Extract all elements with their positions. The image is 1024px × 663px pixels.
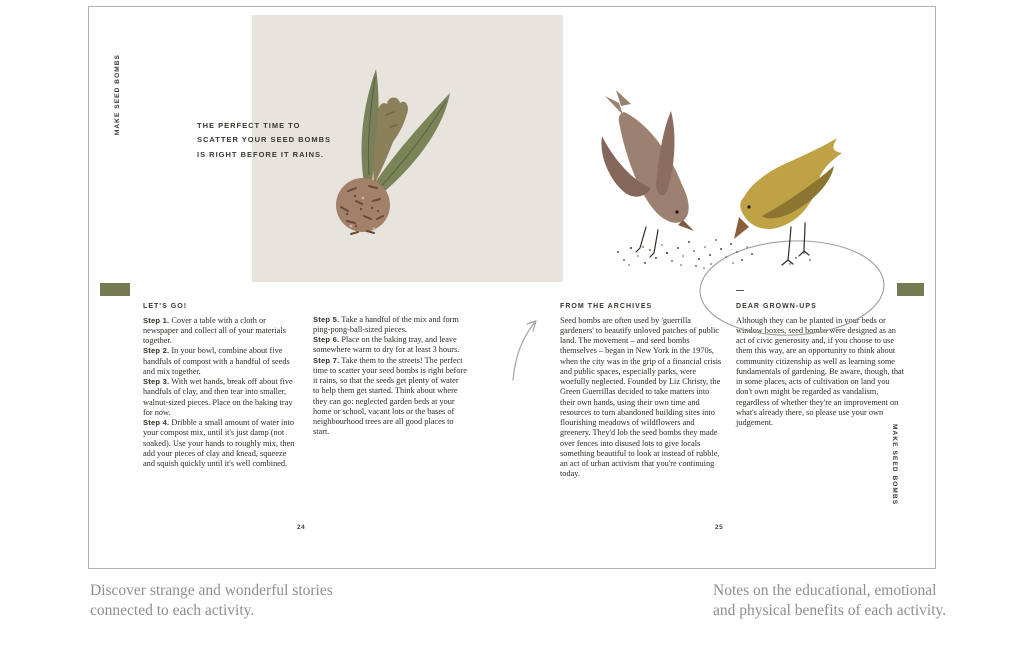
caption-right-line: Notes on the educational, emotional (713, 582, 937, 599)
grown-ups-column (736, 287, 906, 428)
step-label: Step 6. (313, 335, 340, 344)
pull-quote (197, 119, 357, 162)
step-label: Step 7. (313, 355, 340, 365)
lets-go-heading: LET'S GO! (143, 303, 188, 310)
step-item (313, 315, 467, 336)
archives-body: Seed bombs are often used by 'guerrilla gardeners' to beautify unloved patches of public land. The movement – and seed bombs themselves – began in New York in the 1970s, when the city was in the grip of a financial crisis and public spaces, especially parks, were woefully neglected. Founded by Liz Christy, the Green Guerrillas decided to take matters into their own hands, using their own time and resources to turn abandoned building sites into flourishing meadows of wildflowers and greenery. They'd lob the seed bombs they made over fences into disused lots to give locals something beautiful to look at instead of rubble, an act of urban activism that you're continuing today. (560, 315, 722, 479)
page-number-left: 24 (297, 524, 306, 531)
archives-heading: FROM THE ARCHIVES (560, 303, 653, 310)
step-text: Take them to the streets! The perfect time to scatter your seed bombs is right before it rains, so that the seeds get plenty of water to help them get started. Think about where they can go: neglected garden beds at your home or school, vacant lots or the bases of neighbourhood trees are all good places to start. (313, 355, 467, 437)
step-item (143, 346, 297, 377)
caption-left (90, 581, 370, 621)
quote-line: THE PERFECT TIME TO (197, 121, 301, 130)
step-text: In your bowl, combine about five handfuls of compost with a handful of seeds and mix together. (143, 346, 290, 376)
caption-left-line: Discover strange and wonderful stories (90, 582, 333, 599)
quote-line: SCATTER YOUR SEED BOMBS (197, 135, 331, 145)
step-text: Dribble a small amount of water into your compost mix, until it's just damp (not soaked). Use your hands to roughly mix, then add your pieces of clay and knead, squeeze and squish quickly until it's well combined. (143, 418, 295, 468)
step-label: Step 2. (143, 346, 170, 356)
accent-swatch-left (100, 283, 130, 296)
steps-column-2 (313, 315, 467, 438)
caption-right-line: and physical benefits of each activity. (713, 602, 947, 619)
step-label: Step 5. (313, 314, 340, 324)
lets-go-column (143, 303, 297, 469)
page-number-right: 25 (715, 524, 724, 531)
step-text: With wet hands, break off about five handfuls of clay, and then tear into smaller, walnut-sized pieces. Place on the baking tray for now. (143, 377, 293, 417)
step-label: Step 1. (143, 315, 170, 325)
section-dash: — (736, 286, 744, 295)
archives-column (560, 303, 722, 480)
seed-bomb-ball (336, 178, 390, 234)
grown-ups-heading: DEAR GROWN-UPS (736, 303, 817, 310)
step-item (143, 418, 297, 469)
caption-left-line: connected to each activity. (90, 602, 255, 619)
grown-ups-body: Although they can be planted in your beds or window boxes, seed bombs were designed as an act of civic generosity and, if you choose to use them this way, are an opportunity to think about community citizenship as well as learning some fundamentals of gardening. Be aware, though, that in some places, acts of cultivation on land you don't own might be regarded as vandalism, regardless of whether they're an improvement on what's already there, so please use your own judgement. (736, 315, 904, 427)
step-item (313, 356, 467, 438)
step-item (143, 377, 297, 418)
step-text: Cover a table with a cloth or newspaper and collect all of your materials together. (143, 315, 286, 345)
left-sidebar-label: MAKE SEED BOMBS (114, 54, 121, 136)
caption-right (713, 581, 973, 621)
step-item (313, 335, 467, 356)
quote-line: IS RIGHT BEFORE IT RAINS. (197, 149, 325, 159)
step-item (143, 316, 297, 347)
step-text: Place on the baking tray, and leave somewhere warm to dry for at least 3 hours. (313, 335, 460, 355)
step-label: Step 3. (143, 377, 170, 386)
step-label: Step 4. (143, 418, 170, 427)
step-text: Take a handful of the mix and form ping-pong-ball-sized pieces. (313, 314, 459, 334)
right-sidebar-label: MAKE SEED BOMBS (891, 424, 898, 506)
